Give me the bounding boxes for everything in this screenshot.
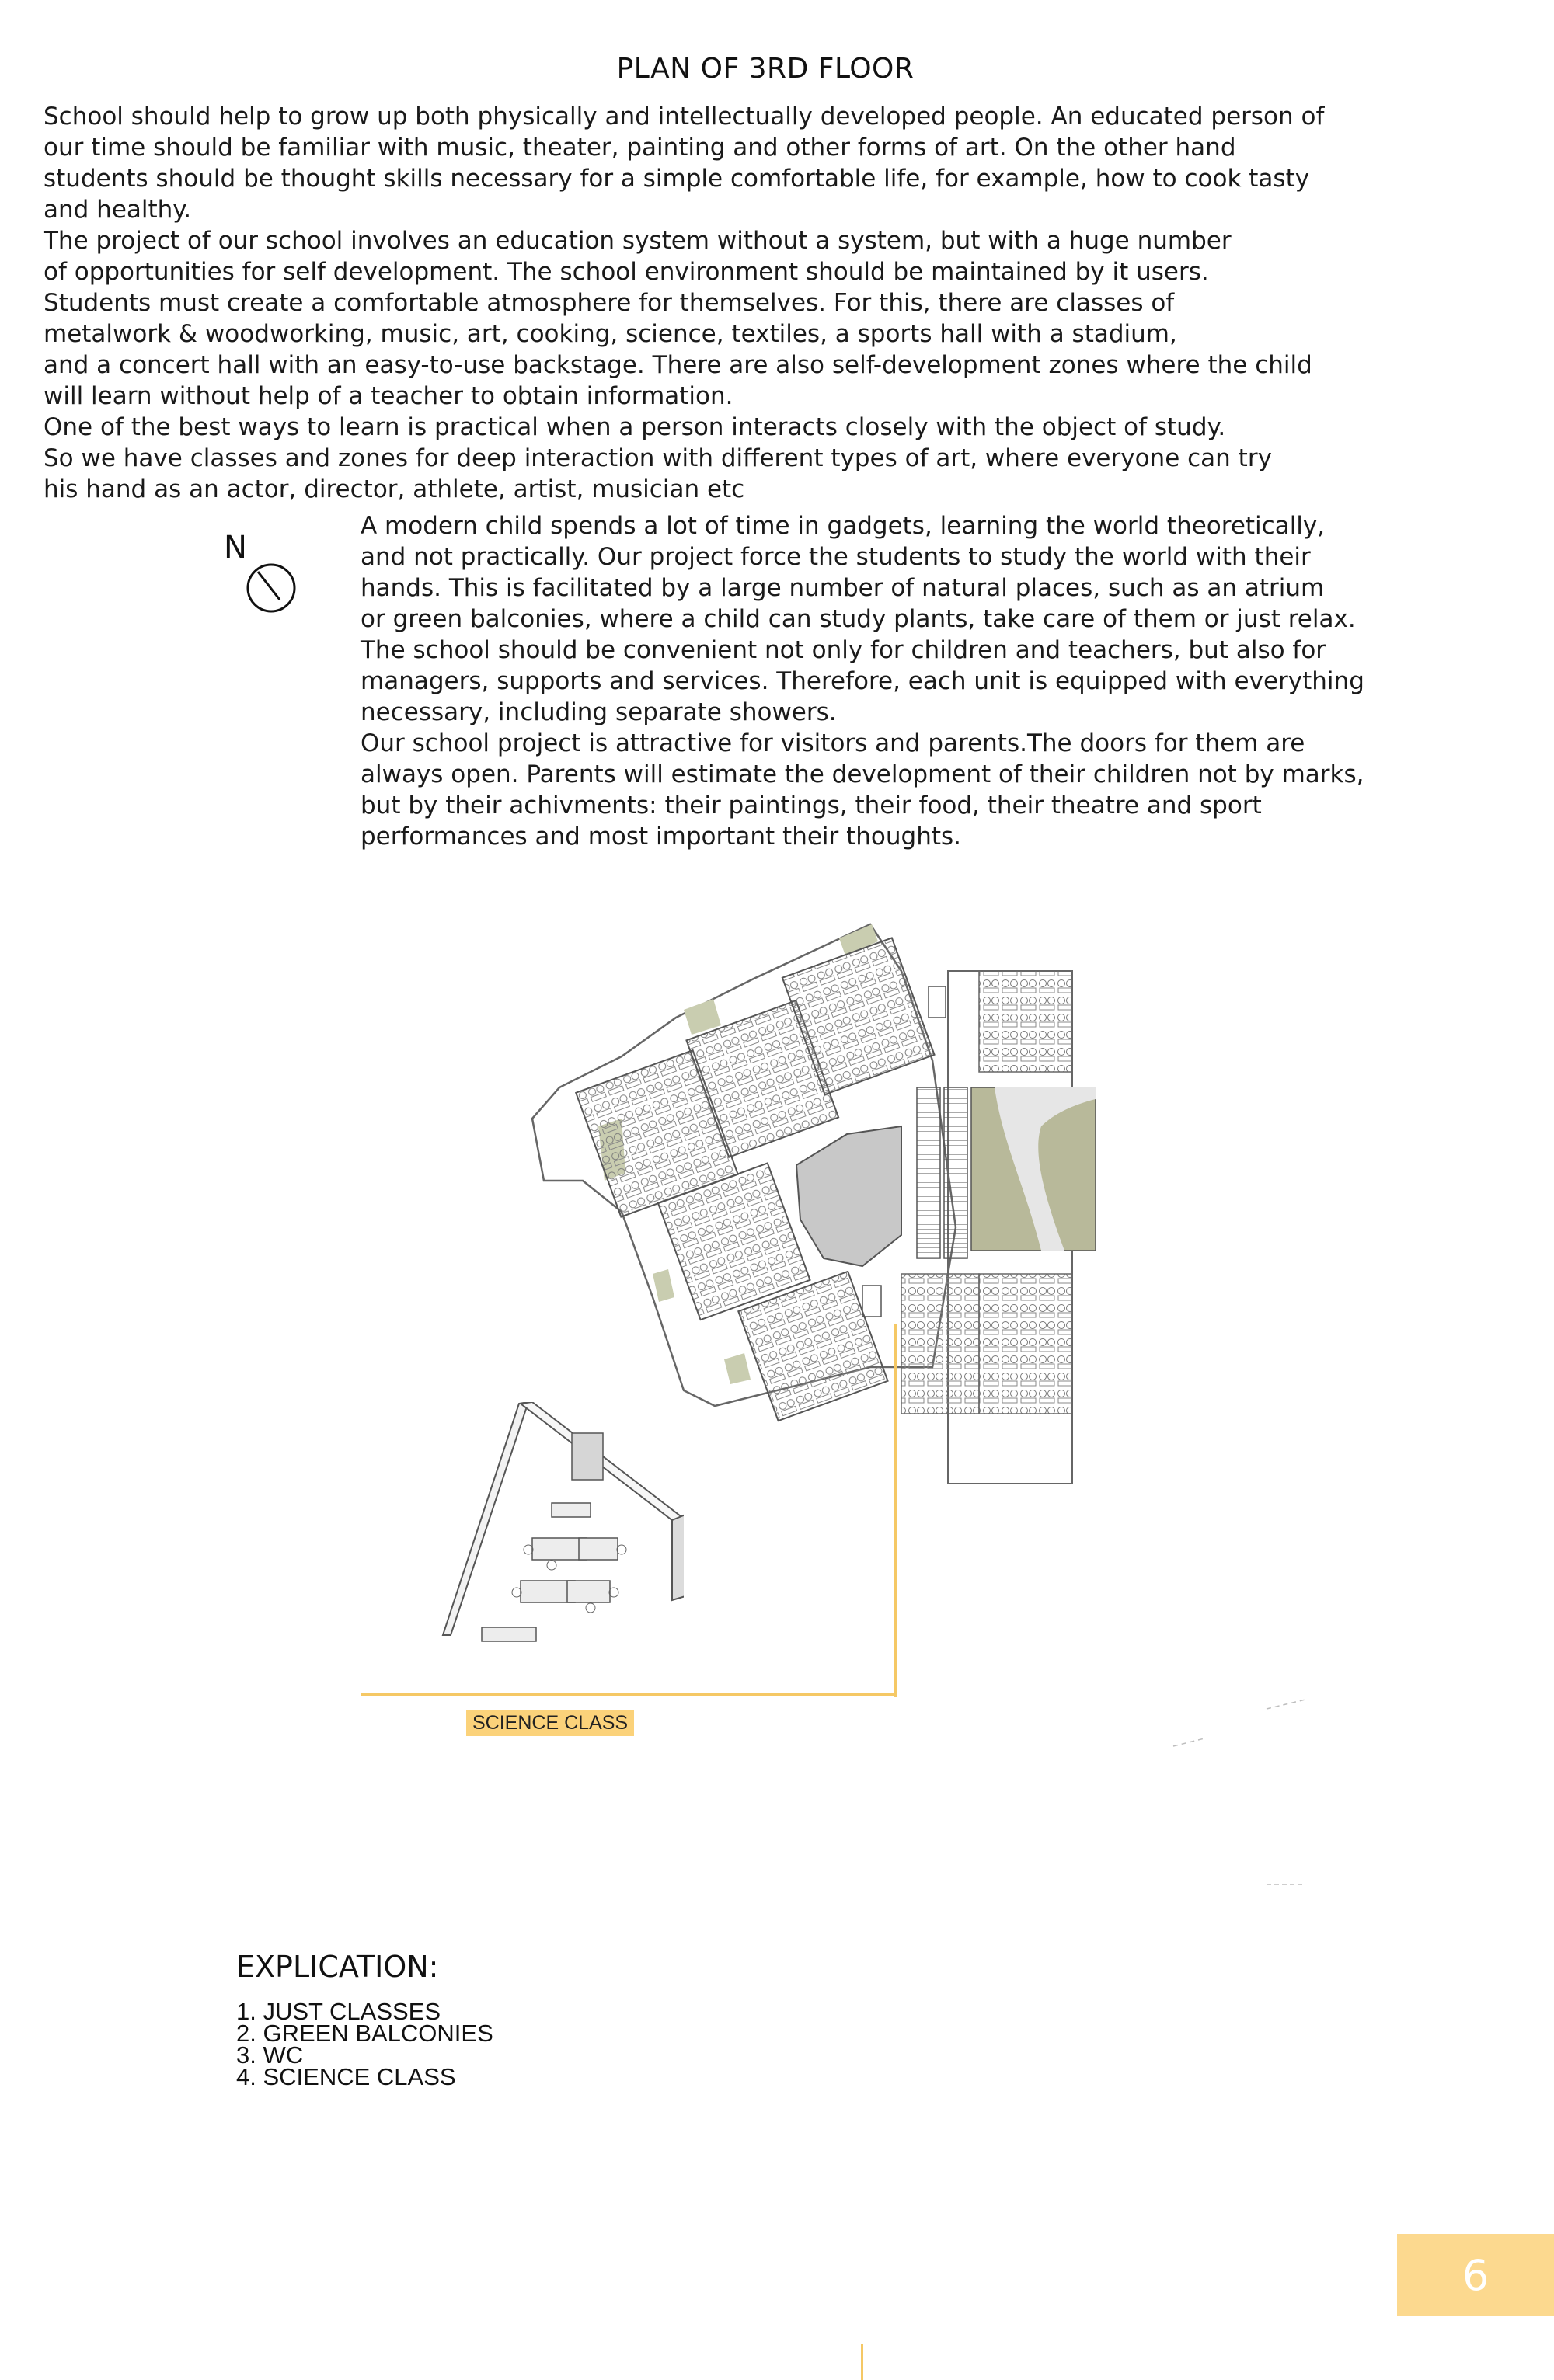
north-arrow: [222, 530, 308, 615]
legend-item: 3. WC: [236, 2041, 304, 2069]
side-paragraph: Our school project is attractive for visitors and parents.The doors for them are always open. Parents will estimate the development of their children not by marks, but by their achivments: their paintings, their food, their theatre and sport performances and most important their thoughts.: [361, 729, 1364, 851]
floor-plan-drawing: [497, 893, 1119, 1484]
callout-leader-horizontal: [361, 1693, 897, 1696]
intro-paragraph: School should help to grow up both physically and intellectually developed people. An educated person of our time should be familiar with music, theater, painting and other forms of art. On the other hand students should be thought skills necessary for a simple comfortable life, for example, how to cook tasty and healthy.: [44, 103, 1325, 224]
central-core: [796, 1126, 901, 1266]
intro-paragraph: The project of our school involves an education system without a system, but with a huge number of opportunities for self development. The school environment should be maintained by it users. Students must create a comfortable atmosphere for themselves. For this, there are classes of metalwork & woodworking, music, art, cooking, science, textiles, a sports hall with a stadium, and a concert hall with an easy-to-use backstage. There are also self-development zones where the child will learn without help of a teacher to obtain information.: [44, 227, 1312, 410]
legend-item: 1. JUST CLASSES: [236, 1998, 441, 2025]
intro-paragraph: One of the best ways to learn is practical when a person interacts closely with the object of study. So we have classes and zones for deep interaction with different types of art, where everyone can try his hand as an actor, director, athlete, artist, musician etc: [44, 413, 1272, 503]
side-text: [361, 510, 1542, 852]
intro-text: [44, 101, 1535, 505]
legend-item: 4. SCIENCE CLASS: [236, 2063, 456, 2090]
compass-icon: [244, 561, 298, 615]
bottom-accent-line: [861, 2344, 863, 2380]
atrium: [971, 1087, 1096, 1251]
page-number: 6: [1462, 2250, 1490, 2300]
legend-item: 2. GREEN BALCONIES: [236, 2020, 493, 2047]
ghost-marks: [1166, 1693, 1344, 1895]
science-class-isometric: [435, 1402, 684, 1658]
page-title: PLAN OF 3RD FLOOR: [616, 53, 915, 85]
science-class-tag: SCIENCE CLASS: [466, 1710, 634, 1736]
callout-leader-vertical: [894, 1324, 897, 1697]
north-label: N: [224, 530, 247, 565]
explication-title: EXPLICATION:: [236, 1950, 439, 1984]
explication-list: [236, 1998, 493, 2090]
page-number-box: [1397, 2234, 1554, 2316]
side-paragraph: A modern child spends a lot of time in gadgets, learning the world theoretically, and not practically. Our project force the students to study the world with their hands. This is facilitated by a large number of natural places, such as an atrium or green balconies, where a child can study plants, take care of them or just relax. The school should be convenient not only for children and teachers, but also for managers, supports and services. Therefore, each unit is equipped with everything necessary, including separate showers.: [361, 512, 1364, 726]
